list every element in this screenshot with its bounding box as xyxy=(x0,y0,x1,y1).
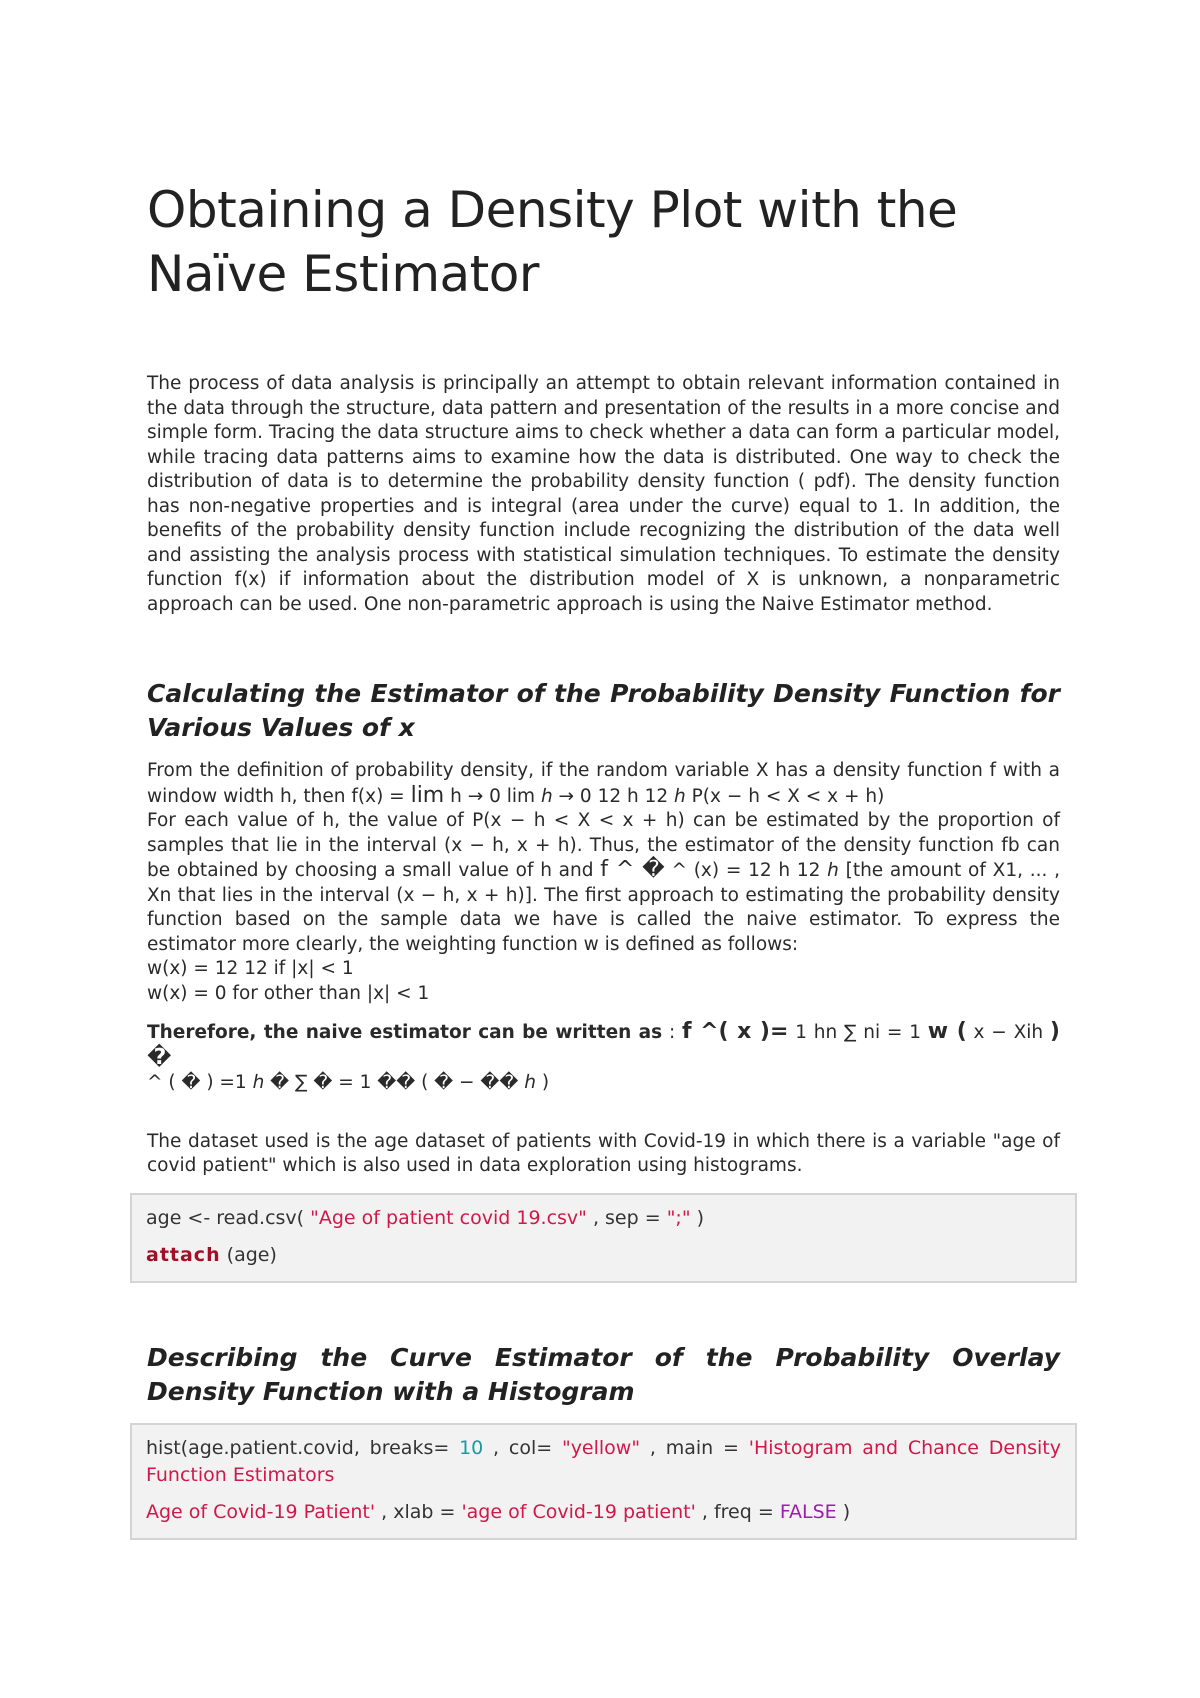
weight-function-1: w(x) = 12 12 if |x| < 1 xyxy=(147,958,354,979)
code-line-read: age <- read.csv( "Age of patient covid 19.csv" , sep = ";" ) xyxy=(146,1206,705,1229)
page-title: Obtaining a Density Plot with the Naïve Estimator xyxy=(147,181,958,303)
code-block-hist xyxy=(130,1423,1077,1540)
estimator-text: For each value of h, the value of P(x − h < X < x + h) can be estimated by the proportion of samples that lie in the interval (x − h, x + h). Thus, the estimator of the density function fb can be obtained by choosing a small value of h and xyxy=(147,810,1060,881)
lim-symbol: lim xyxy=(410,782,445,808)
f-hat-x-symbol: f ^( x )= xyxy=(681,1019,789,1044)
weight-function-2: w(x) = 0 for other than |x| < 1 xyxy=(147,982,430,1004)
formula-line-2: ^ ( � ) =1 ℎ � ∑ � = 1 �� ( � − �� ℎ ) xyxy=(147,1072,550,1093)
intro-paragraph: The process of data analysis is principally an attempt to obtain relevant information contained in the data through the structure, data pattern and presentation of the results in a more concise and simple form. Tracing the data structure aims to check whether a data can form a particular model, while tracing data patterns aims to examine how the data is distributed. One way to check the distribution of data is to determine the probability density function ( pdf). The density function has non-negative properties and is integral (area under the curve) equal to 1. In addition, the benefits of the probability density function include recognizing the distribution of the data well and assisting the analysis process with statistical simulation techniques. To estimate the density function f(x) if information about the distribution model of X is unknown, a nonparametric approach can be used. One non-parametric approach is using the Naive Estimator method. xyxy=(147,373,1060,615)
section-heading-describing: Describing the Curve Estimator of the Probability Overlay Density Function with a Histogram xyxy=(147,1342,1060,1406)
code-line-hist: hist(age.patient.covid, breaks= 10 , col= "yellow" , main = 'Histogram and Chance Density Function Estimators xyxy=(146,1436,1061,1486)
definition-text: From the definition of probability density, if the random variable X has a density function f with a window width h, then f(x) = xyxy=(147,760,1060,807)
section-heading-calculating: Calculating the Estimator of the Probability Density Function for Various Values of x xyxy=(147,679,1060,742)
code-line-attach: attach (age) xyxy=(146,1243,277,1266)
definition-paragraph xyxy=(147,759,1060,809)
code-line-hist-args: Age of Covid-19 Patient' , xlab = 'age of Covid-19 patient' , freq = FALSE ) xyxy=(146,1500,851,1523)
dataset-paragraph: The dataset used is the age dataset of patients with Covid-19 in which there is a variable "age of covid patient" which is also used in data exploration using histograms. xyxy=(147,1130,1060,1176)
naive-estimator-formula: Therefore, the naive estimator can be written as : f ^( x )= 1 hn ∑ ni = 1 w ( x − Xih ) � ^ ( � ) =1 ℎ � ∑ � = 1 �� ( � − �� ℎ ) xyxy=(147,1020,1060,1096)
definition-formula: h → 0 lim ℎ → 0 12 h 12 ℎ P(x − h < X < x + h) xyxy=(450,785,885,807)
estimator-text-cont: ^ (x) = 12 h 12 ℎ [the amount of X1, ... , Xn that lies in the interval (x − h, x + h)]. The first approach to estimating the probability density function based on the sample data we have is called the naive estimator. To express the estimator more clearly, the weighting function w is defined as follows: xyxy=(147,860,1060,955)
estimator-paragraph xyxy=(147,809,1060,957)
f-hat-symbol: f ^ � xyxy=(600,857,665,882)
w-symbol: w ( xyxy=(927,1019,967,1044)
therefore-label: Therefore, the naive estimator can be written as xyxy=(147,1022,663,1043)
code-block-read-csv xyxy=(130,1193,1077,1283)
